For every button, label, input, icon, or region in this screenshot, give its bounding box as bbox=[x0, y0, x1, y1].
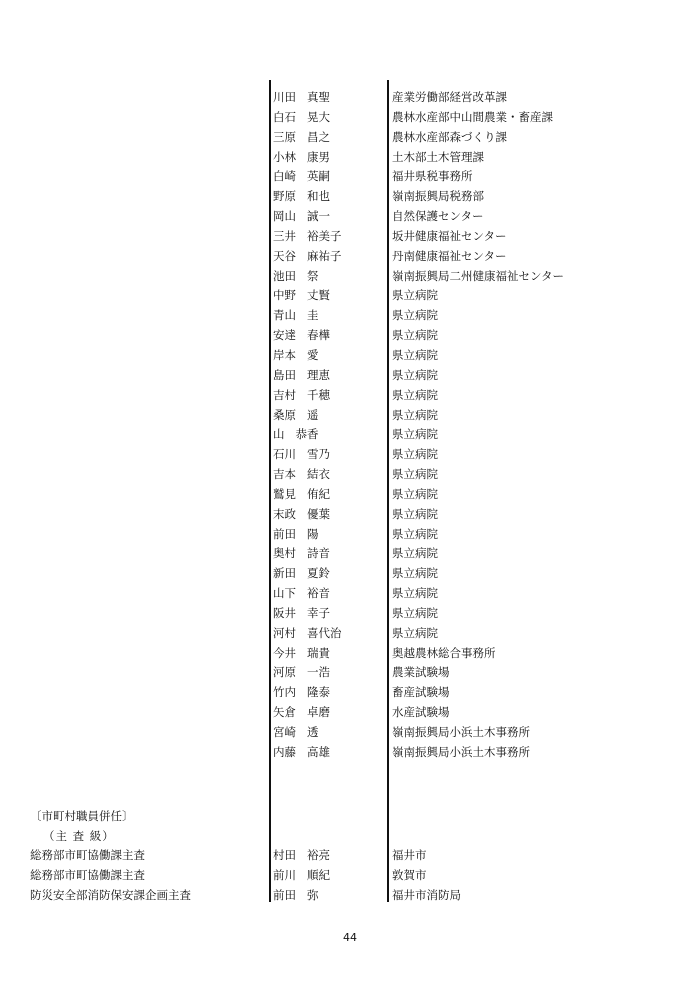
staff-name: 野原 和也 bbox=[273, 189, 330, 204]
staff-name: 前田 弥 bbox=[273, 887, 319, 902]
staff-list bbox=[0, 88, 700, 763]
staff-org: 畜産試験場 bbox=[392, 685, 450, 700]
list-item bbox=[0, 723, 700, 743]
staff-name: 池田 祭 bbox=[273, 268, 319, 283]
page-number: 44 bbox=[343, 931, 357, 944]
list-item bbox=[0, 505, 700, 525]
staff-name: 桑原 遥 bbox=[273, 407, 319, 422]
staff-name: 白石 晃大 bbox=[273, 109, 330, 124]
list-item bbox=[0, 247, 700, 267]
staff-org: 県立病院 bbox=[392, 308, 438, 323]
staff-org: 県立病院 bbox=[392, 625, 438, 640]
list-item bbox=[0, 604, 700, 624]
staff-name: 中野 丈賢 bbox=[273, 288, 330, 303]
staff-org: 坂井健康福祉センター bbox=[392, 228, 507, 243]
staff-org: 福井県税事務所 bbox=[392, 169, 473, 184]
list-item bbox=[0, 167, 700, 187]
staff-name: 三井 裕美子 bbox=[273, 228, 342, 243]
staff-org: 農林水産部森づくり課 bbox=[392, 129, 507, 144]
staff-name: 宮崎 透 bbox=[273, 725, 319, 739]
list-item bbox=[0, 485, 700, 505]
staff-name: 島田 理恵 bbox=[273, 367, 330, 382]
staff-org: 産業労働部経営改革課 bbox=[392, 90, 507, 104]
list-item bbox=[0, 187, 700, 207]
staff-name: 吉村 千穂 bbox=[273, 387, 330, 402]
staff-org: 県立病院 bbox=[392, 447, 438, 462]
list-item bbox=[0, 683, 700, 703]
staff-org: 嶺南振興局税務部 bbox=[392, 189, 484, 204]
staff-org: 嶺南振興局小浜土木事務所 bbox=[392, 744, 530, 759]
list-item bbox=[0, 326, 700, 346]
staff-org: 県立病院 bbox=[392, 288, 438, 303]
staff-org: 農業試験場 bbox=[392, 665, 450, 680]
staff-name: 竹内 隆泰 bbox=[273, 685, 330, 700]
list-item bbox=[0, 267, 700, 287]
staff-org: 福井市 bbox=[392, 848, 427, 862]
staff-name: 前田 陽 bbox=[273, 526, 319, 541]
staff-name: 河原 一浩 bbox=[273, 665, 330, 680]
staff-org: 県立病院 bbox=[392, 605, 438, 620]
staff-name: 岡山 誠一 bbox=[273, 209, 330, 224]
staff-org: 県立病院 bbox=[392, 467, 438, 482]
staff-org: 水産試験場 bbox=[392, 705, 450, 720]
position-title: 防災安全部消防保安課企画主査 bbox=[30, 887, 191, 902]
list-item bbox=[0, 445, 700, 465]
staff-name: 石川 雪乃 bbox=[273, 447, 330, 462]
list-item bbox=[0, 644, 700, 664]
staff-org: 県立病院 bbox=[392, 347, 438, 362]
staff-name: 河村 喜代治 bbox=[273, 625, 342, 640]
staff-org: 県立病院 bbox=[392, 486, 438, 501]
staff-org: 敦賀市 bbox=[392, 867, 427, 882]
list-item bbox=[0, 88, 700, 108]
staff-name: 矢倉 卓磨 bbox=[273, 705, 330, 720]
position-title: 総務部市町協働課主査 bbox=[30, 848, 145, 862]
staff-org: 福井市消防局 bbox=[392, 887, 461, 902]
list-item bbox=[0, 703, 700, 723]
list-item bbox=[0, 366, 700, 386]
staff-name: 白崎 英嗣 bbox=[273, 169, 330, 184]
list-item bbox=[0, 465, 700, 485]
staff-org: 自然保護センター bbox=[392, 209, 484, 224]
list-item bbox=[0, 525, 700, 545]
staff-name: 青山 圭 bbox=[273, 308, 319, 323]
staff-org: 県立病院 bbox=[392, 367, 438, 382]
list-item bbox=[0, 425, 700, 445]
staff-name: 鷲見 侑紀 bbox=[273, 486, 330, 501]
list-item bbox=[0, 346, 700, 366]
staff-name: 川田 真聖 bbox=[273, 90, 330, 104]
staff-name: 山 恭香 bbox=[273, 427, 319, 442]
staff-name: 奥村 詩音 bbox=[273, 546, 330, 561]
list-item bbox=[0, 207, 700, 227]
staff-name: 吉本 結衣 bbox=[273, 467, 330, 482]
staff-name: 前川 順紀 bbox=[273, 867, 330, 882]
list-item bbox=[0, 663, 700, 683]
section-subheading: （主 査 級） bbox=[43, 829, 115, 843]
staff-name: 三原 昌之 bbox=[273, 129, 330, 144]
position-title: 総務部市町協働課主査 bbox=[30, 867, 145, 882]
staff-org: 嶺南振興局小浜土木事務所 bbox=[392, 725, 530, 739]
list-item bbox=[0, 743, 700, 763]
list-item bbox=[0, 148, 700, 168]
staff-name: 今井 瑞貴 bbox=[273, 645, 330, 660]
list-item bbox=[0, 108, 700, 128]
list-item bbox=[0, 624, 700, 644]
staff-org: 県立病院 bbox=[392, 427, 438, 442]
staff-name: 新田 夏鈴 bbox=[273, 566, 330, 581]
staff-org: 県立病院 bbox=[392, 566, 438, 581]
staff-org: 県立病院 bbox=[392, 526, 438, 541]
list-item bbox=[0, 584, 700, 604]
staff-org: 県立病院 bbox=[392, 407, 438, 422]
staff-org: 農林水産部中山間農業・畜産課 bbox=[392, 109, 553, 124]
staff-org: 嶺南振興局二州健康福祉センター bbox=[392, 268, 565, 283]
staff-org: 奥越農林総合事務所 bbox=[392, 645, 496, 660]
staff-name: 村田 裕亮 bbox=[273, 848, 330, 862]
section-heading: 〔市町村職員併任〕 bbox=[30, 809, 134, 823]
list-item bbox=[0, 544, 700, 564]
list-item bbox=[0, 386, 700, 406]
staff-name: 安達 春樺 bbox=[273, 328, 330, 343]
staff-name: 山下 裕音 bbox=[273, 586, 330, 601]
list-item bbox=[0, 846, 700, 866]
staff-org: 県立病院 bbox=[392, 328, 438, 343]
staff-org: 県立病院 bbox=[392, 506, 438, 521]
list-item bbox=[0, 564, 700, 584]
staff-name: 末政 優葉 bbox=[273, 506, 330, 521]
list-item bbox=[0, 866, 700, 886]
staff-org: 土木部土木管理課 bbox=[392, 149, 484, 164]
staff-org: 県立病院 bbox=[392, 546, 438, 561]
list-item bbox=[0, 128, 700, 148]
list-item bbox=[0, 406, 700, 426]
staff-name: 岸本 愛 bbox=[273, 347, 319, 362]
staff-org: 県立病院 bbox=[392, 387, 438, 402]
list-item bbox=[0, 286, 700, 306]
staff-org: 丹南健康福祉センター bbox=[392, 248, 507, 263]
staff-name: 小林 康男 bbox=[273, 149, 330, 164]
staff-org: 県立病院 bbox=[392, 586, 438, 601]
staff-name: 阪井 幸子 bbox=[273, 605, 330, 620]
list-item bbox=[0, 306, 700, 326]
staff-name: 内藤 高雄 bbox=[273, 744, 330, 759]
list-item bbox=[0, 227, 700, 247]
municipal-list bbox=[0, 846, 700, 906]
staff-name: 天谷 麻祐子 bbox=[273, 248, 342, 263]
list-item bbox=[0, 886, 700, 906]
